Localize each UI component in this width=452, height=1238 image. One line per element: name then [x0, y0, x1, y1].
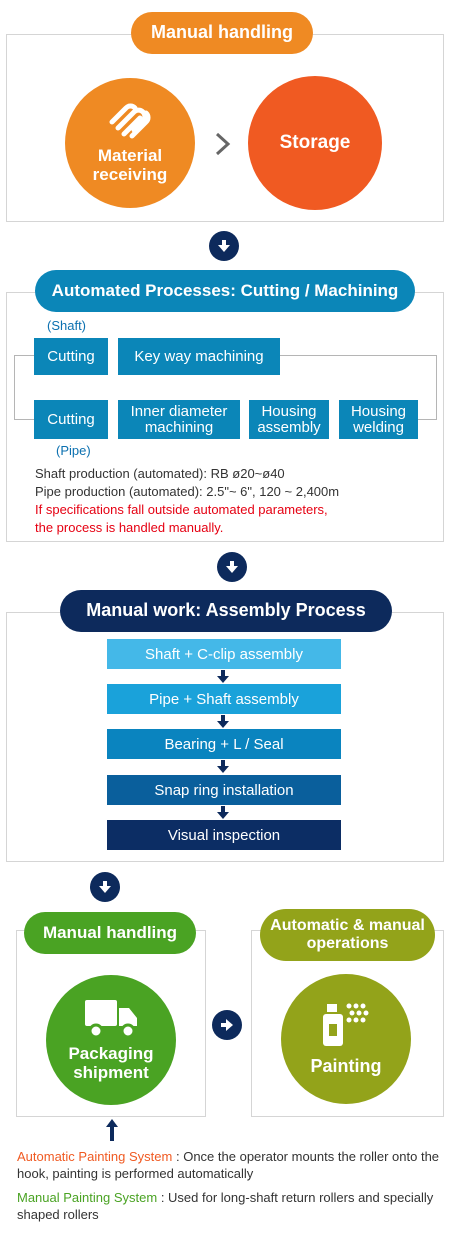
down-arrow-icon	[90, 872, 120, 902]
packaging-shipment-label: Packaging shipment	[68, 1044, 154, 1082]
connector-line	[418, 419, 437, 420]
manual-painting-text: Used for long-shaft return rollers and specially shaped rollers	[17, 1190, 434, 1222]
connector-line	[280, 355, 437, 356]
housing-assembly-step: Housing assembly	[249, 400, 329, 439]
automatic-painting-term: Automatic Painting System	[17, 1149, 173, 1164]
section1-title: Manual handling	[131, 12, 313, 54]
assembly-step: Visual inspection	[107, 820, 341, 850]
down-arrow-icon	[209, 231, 239, 261]
section4-manual-title: Manual handling	[24, 912, 196, 954]
assembly-step: Shaft + C-clip assembly	[107, 639, 341, 669]
delivery-truck-icon	[83, 998, 139, 1040]
manual-warning-line-1: If specifications fall outside automated parameters,	[35, 502, 328, 517]
material-receiving-circle	[65, 78, 195, 208]
assembly-step: Snap ring installation	[107, 775, 341, 805]
pipe-production-note: Pipe production (automated): 2.5"~ 6", 120 ~ 2,400m	[35, 484, 340, 499]
material-receiving-label: Material receiving	[92, 146, 168, 184]
painting-label: Painting	[310, 1055, 382, 1076]
right-arrow-icon	[212, 1010, 242, 1040]
up-arrow-icon	[104, 1118, 120, 1142]
automatic-painting-text: Once the operator mounts the roller onto the hook, painting is performed automatically	[17, 1149, 440, 1181]
connector-line	[14, 419, 34, 420]
down-arrow-icon	[217, 552, 247, 582]
connector-line	[436, 355, 437, 419]
manual-painting-note: Manual Painting System : Used for long-shaft return rollers and specially shaped rollers	[17, 1190, 434, 1222]
storage-circle	[248, 76, 382, 210]
key-way-machining-step: Key way machining	[118, 338, 280, 375]
section4-auto-title: Automatic & manual operations	[260, 909, 435, 961]
assembly-step: Bearing + L / Seal	[107, 729, 341, 759]
manual-painting-term: Manual Painting System	[17, 1190, 158, 1205]
pipe-cutting-step: Cutting	[34, 400, 108, 439]
manual-warning-line-2: the process is handled manually.	[35, 520, 224, 535]
connector-line	[14, 355, 15, 419]
connector-line	[14, 355, 34, 356]
painting-circle	[281, 974, 411, 1104]
pipe-tag: (Pipe)	[56, 443, 91, 458]
small-down-arrow-icon	[217, 715, 229, 728]
section3-title: Manual work: Assembly Process	[60, 590, 392, 632]
section2-title: Automated Processes: Cutting / Machining	[35, 270, 415, 312]
chevron-right-icon	[214, 131, 232, 157]
housing-welding-step: Housing welding	[339, 400, 418, 439]
squarespace-logo-icon	[104, 102, 156, 142]
storage-label: Storage	[279, 132, 351, 153]
small-down-arrow-icon	[217, 806, 229, 819]
shaft-cutting-step: Cutting	[34, 338, 108, 375]
small-down-arrow-icon	[217, 670, 229, 683]
shaft-tag: (Shaft)	[47, 318, 87, 333]
spray-paint-icon	[321, 1002, 371, 1048]
packaging-shipment-circle	[46, 975, 176, 1105]
shaft-production-note: Shaft production (automated): RB ø20~ø40	[35, 466, 285, 481]
assembly-step: Pipe + Shaft assembly	[107, 684, 341, 714]
small-down-arrow-icon	[217, 760, 229, 773]
inner-diameter-machining-step: Inner diameter machining	[118, 400, 240, 439]
automatic-painting-note: Automatic Painting System : Once the operator mounts the roller onto the hook, painting is performed automatically	[17, 1149, 440, 1181]
